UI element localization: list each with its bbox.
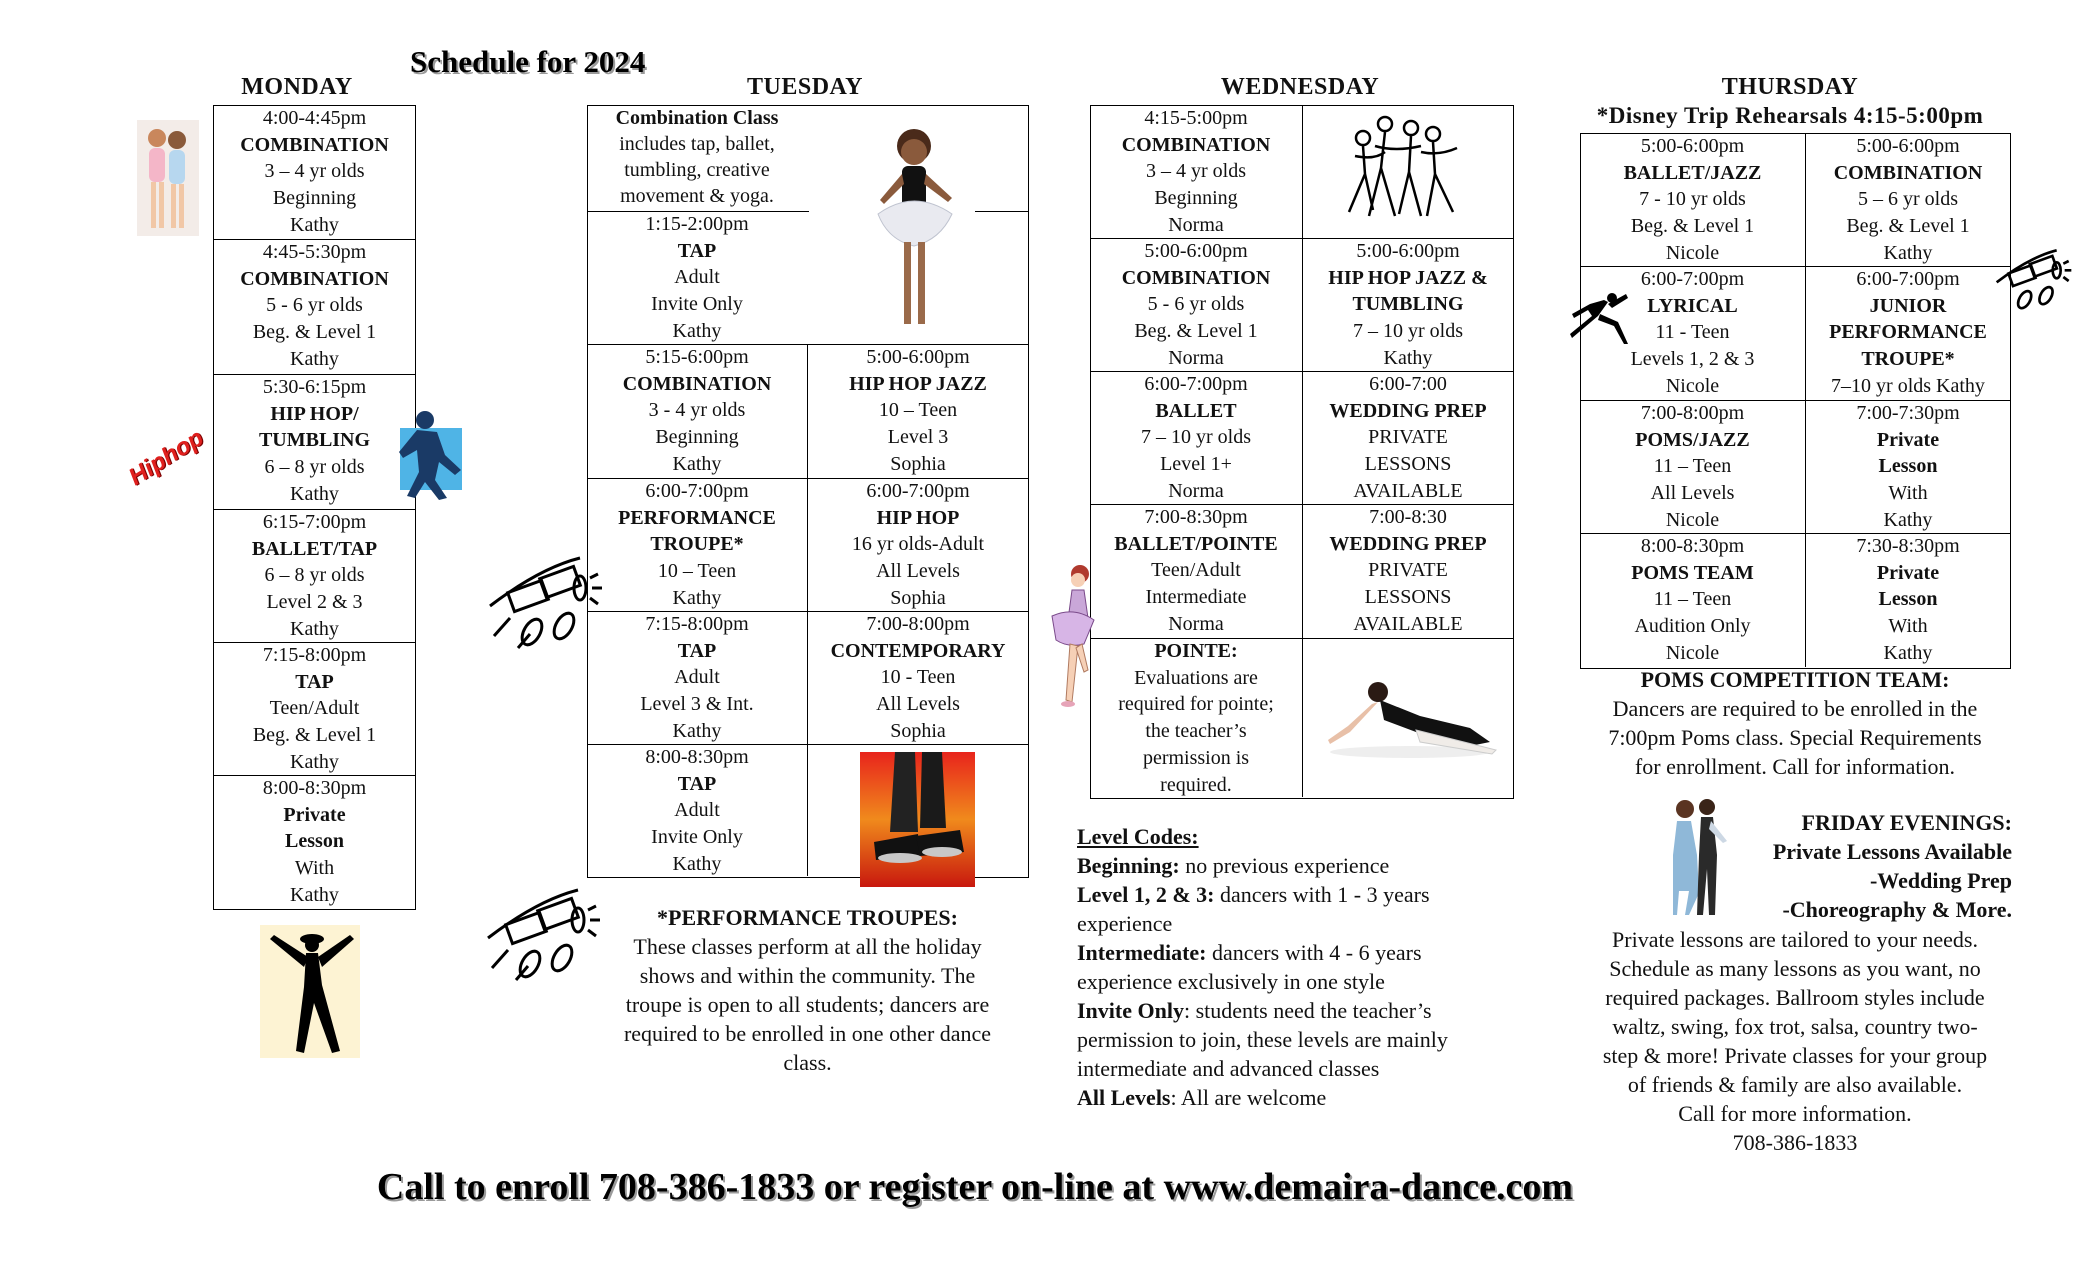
- monday-class-5: 7:15-8:00pm TAP Teen/Adult Beg. & Level 1 Kathy: [252, 644, 377, 773]
- monday-class-6: 8:00-8:30pm Private Lesson With Kathy: [262, 777, 367, 906]
- thursday-disney-note: *Disney Trip Rehearsals 4:15-5:00pm: [1596, 103, 1984, 128]
- enroll-call-to-action: Call to enroll 708-386-1833 or register on-line at www.demaira-dance.com: [376, 1166, 1574, 1208]
- wednesday-class-6: 6:00-7:00 WEDDING PREP PRIVATE LESSONS AVAILABLE: [1329, 373, 1487, 502]
- tuesday-combination-note: Combination Class includes tap, ballet, tumbling, creative movement & yoga.: [615, 107, 779, 207]
- monday-class-1: 4:00-4:45pm COMBINATION 3 – 4 yr olds Beginning Kathy: [240, 107, 389, 236]
- hiphop-label: Hiphop: [124, 424, 209, 491]
- jazz-dancer-silhouette: [260, 925, 360, 1058]
- day-header-wednesday: WEDNESDAY: [1220, 74, 1380, 100]
- tuesday-class-6: 5:00-6:00pm HIP HOP JAZZ 10 – Teen Level 3 Sophia: [849, 346, 987, 475]
- wednesday-class-1: 4:15-5:00pm COMBINATION 3 – 4 yr olds Beginning Norma: [1121, 107, 1271, 236]
- thursday-class-3: 7:00-8:00pm POMS/JAZZ 11 – Teen All Levels Nicole: [1635, 402, 1750, 531]
- wednesday-class-5: 5:00-6:00pm HIP HOP JAZZ & TUMBLING 7 – 10 yr olds Kathy: [1328, 240, 1488, 369]
- tuesday-class-8: 7:00-8:00pm CONTEMPORARY 10 - Teen All Levels Sophia: [830, 613, 1006, 742]
- poms-competition-note: POMS COMPETITION TEAM: Dancers are required to be enrolled in the 7:00pm Poms class. Special Requirements for enrollment. Call for information.: [1608, 667, 1982, 779]
- spotlight-icon: [480, 548, 630, 666]
- leaping-dancer-silhouette: [1568, 290, 1630, 346]
- thursday-class-2: 6:00-7:00pm LYRICAL 11 - Teen Levels 1, 2 & 3 Nicole: [1630, 268, 1755, 397]
- toddler-dancers-photo: [137, 120, 199, 236]
- monday-class-2: 4:45-5:30pm COMBINATION 5 - 6 yr olds Beg. & Level 1 Kathy: [240, 241, 389, 370]
- thursday-class-7: 7:00-7:30pm Private Lesson With Kathy: [1856, 402, 1960, 531]
- tuesday-class-2: 5:15-6:00pm COMBINATION 3 - 4 yr olds Beginning Kathy: [622, 346, 772, 475]
- tap-shoes-photo: [860, 752, 975, 887]
- thursday-class-1: 5:00-6:00pm BALLET/JAZZ 7 - 10 yr olds Beg. & Level 1 Nicole: [1623, 135, 1762, 264]
- thursday-class-4: 8:00-8:30pm POMS TEAM 11 – Teen Audition Only Nicole: [1631, 535, 1754, 664]
- schedule-title: Schedule for 2024: [410, 44, 646, 79]
- dancer-group-sketch: [1335, 112, 1475, 224]
- friday-evenings-heading: FRIDAY EVENINGS: Private Lessons Available -Wedding Prep -Choreography & More.: [1772, 810, 2012, 922]
- monday-class-3: 5:30-6:15pm HIP HOP/ TUMBLING 6 – 8 yr olds Kathy: [258, 376, 371, 505]
- wednesday-class-7: 7:00-8:30 WEDDING PREP PRIVATE LESSONS AVAILABLE: [1329, 506, 1487, 635]
- thursday-class-5: 5:00-6:00pm COMBINATION 5 – 6 yr olds Beg. & Level 1 Kathy: [1833, 135, 1983, 264]
- wednesday-class-3: 6:00-7:00pm BALLET 7 – 10 yr olds Level 1+ Norma: [1141, 373, 1251, 502]
- performance-troupes-note: *PERFORMANCE TROUPES: These classes perform at all the holiday shows and within the community. The troupe is open to all students; dancers are required to be enrolled in one other dance class.: [623, 905, 992, 1075]
- wednesday-class-2: 5:00-6:00pm COMBINATION 5 - 6 yr olds Beg. & Level 1 Norma: [1121, 240, 1271, 369]
- stretching-dancer-photo: [1320, 680, 1500, 760]
- tuesday-class-1: 1:15-2:00pm TAP Adult Invite Only Kathy: [645, 213, 749, 342]
- wednesday-class-4: 7:00-8:30pm BALLET/POINTE Teen/Adult Intermediate Norma: [1114, 506, 1278, 635]
- monday-class-4: 6:15-7:00pm BALLET/TAP 6 – 8 yr olds Level 2 & 3 Kathy: [251, 511, 378, 640]
- tuesday-class-4: 7:15-8:00pm TAP Adult Level 3 & Int. Kathy: [640, 613, 754, 742]
- girl-tutu-photo: [860, 118, 970, 340]
- thursday-class-8: 7:30-8:30pm Private Lesson With Kathy: [1856, 535, 1960, 664]
- day-header-monday: MONDAY: [241, 74, 353, 100]
- wednesday-pointe-note: POINTE: Evaluations are required for pointe; the teacher’s permission is required.: [1118, 640, 1274, 796]
- hiphop-dancer-silhouette: [395, 410, 470, 500]
- day-header-tuesday: TUESDAY: [747, 74, 863, 100]
- level-codes-legend: Level Codes: Beginning: no previous experience Level 1, 2 & 3: dancers with 1 - 3 years experience Intermediate: dancers with 4 - 6 years experience exclusively in one style Invite Only: students need the teacher’s permission to join, these levels are mainly intermediate and advanced classes All Levels: All are welcome: [1077, 824, 1448, 1110]
- tuesday-class-5: 8:00-8:30pm TAP Adult Invite Only Kathy: [645, 746, 749, 875]
- ballerina-cartoon: [1044, 560, 1100, 710]
- spotlight-icon-3: [1990, 238, 2090, 328]
- tuesday-class-3: 6:00-7:00pm PERFORMANCE TROUPE* 10 – Teen Kathy: [618, 480, 776, 609]
- thursday-class-6: 6:00-7:00pm JUNIOR PERFORMANCE TROUPE* 7–10 yr olds Kathy: [1829, 268, 1987, 397]
- private-lessons-description: Private lessons are tailored to your needs. Schedule as many lessons as you want, no required packages. Ballroom styles include waltz, swing, fox trot, salsa, country two- step & more! Private classes for your group of friends & family are also available. Call for more information. 708-386-1833: [1602, 927, 1988, 1155]
- day-header-thursday: THURSDAY: [1721, 74, 1859, 100]
- tuesday-class-7: 6:00-7:00pm HIP HOP 16 yr olds-Adult All Levels Sophia: [851, 480, 985, 609]
